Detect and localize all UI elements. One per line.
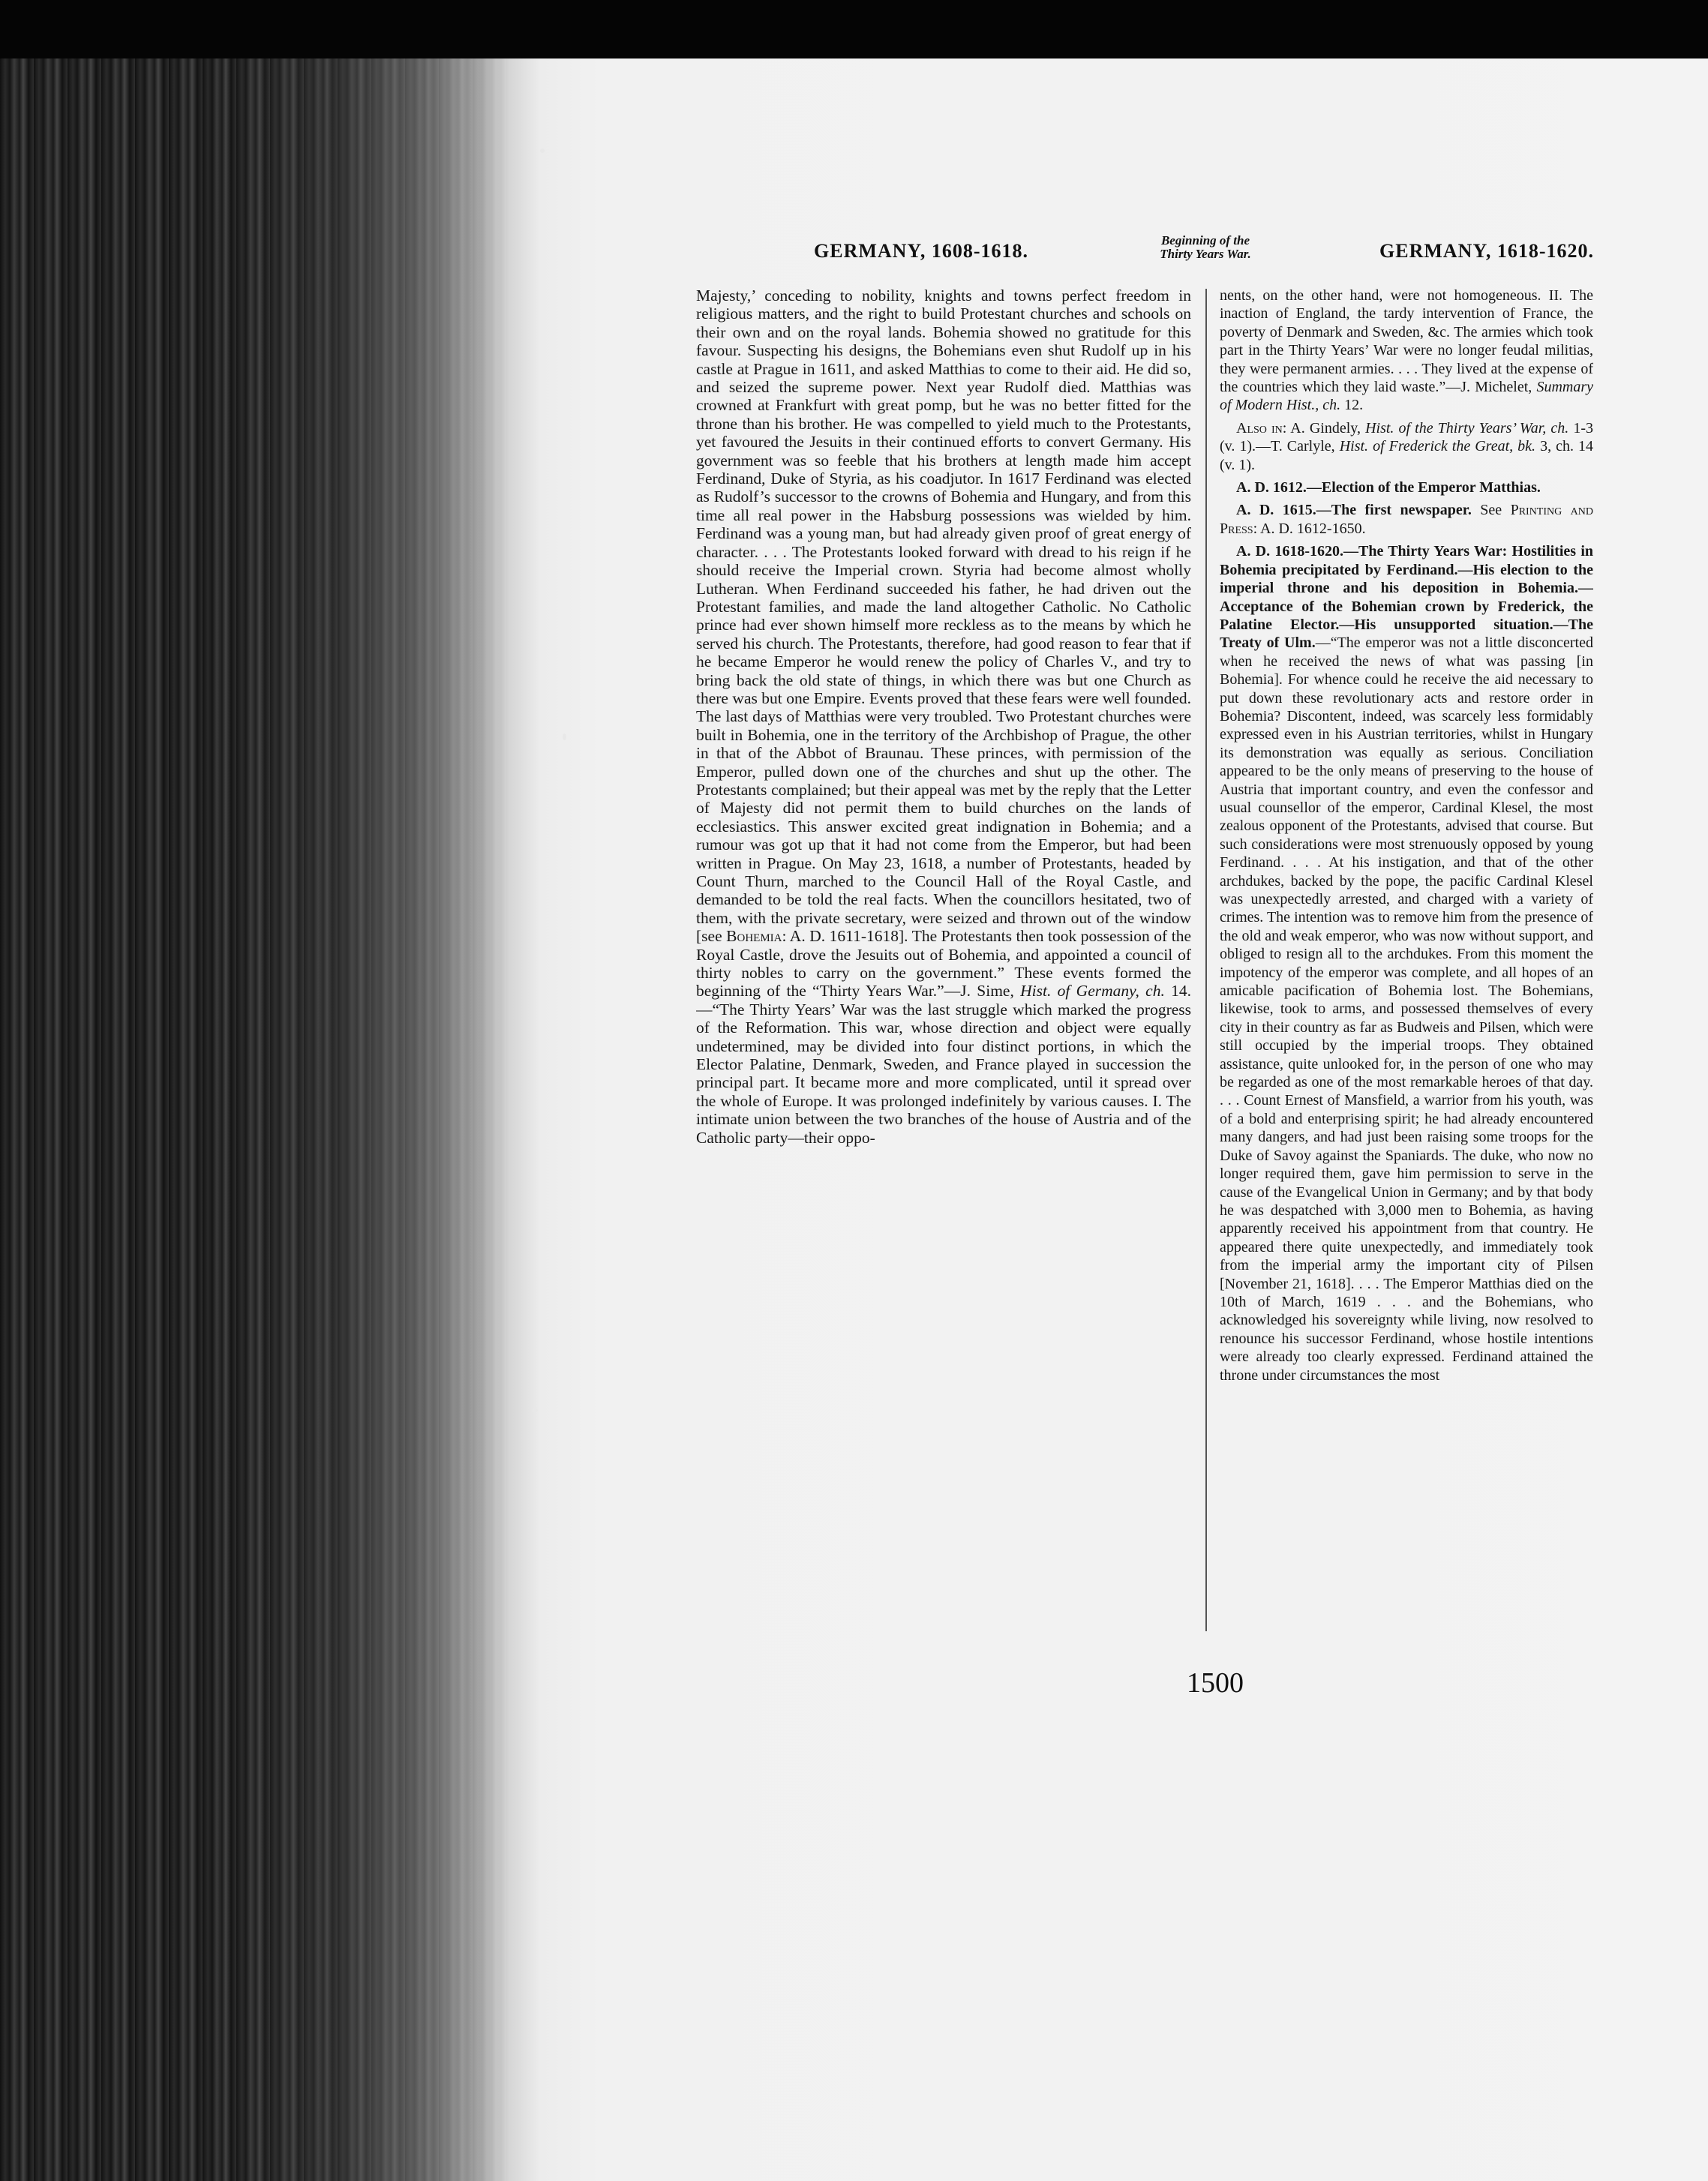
entry-1615-heading: A. D. 1615.—The first newspaper. [1236,502,1472,519]
entry-1615-cross-reference: Printing and Press [1220,502,1593,537]
left-column [696,286,1191,1636]
spine-shadow [225,58,510,2181]
column-divider [1205,289,1207,1631]
scan-top-border [0,0,1708,58]
also-in-label: Also in [1236,419,1283,436]
running-head [814,234,1594,268]
entry-1612: A. D. 1612.—Election of the Emperor Matthias. [1236,479,1541,496]
running-head-right: GERMANY, 1618-1620. [1379,240,1594,262]
entry-1615-tail: : A. D. 1612-1650. [1253,520,1366,537]
also-in-gindely-title: Hist. of the Thirty Years’ War, ch. [1365,419,1569,436]
citation-michelet-chapter: 12. [1344,397,1364,414]
also-in-references [1220,419,1593,474]
also-in-gindely: : A. Gindely, [1282,419,1361,436]
also-in-carlyle: 1-3 (v. 1).—T. Carlyle, [1220,419,1593,455]
running-head-center-line2: Thirty Years War. [1160,247,1251,261]
right-column-continuation [1220,286,1593,415]
running-head-left: GERMANY, 1608-1618. [814,240,1028,262]
paragraph-text-tail: : A. D. 1611-1618]. The Protestants then took possession of the Royal Castle, drove the Jesuits out of Bohemia, and appointed a council of thirty nobles to carry on the government.” These events formed the beginning of the “Thirty Years War.”—J. Sime, [696,927,1191,1000]
entry-1618-heading: A. D. 1618-1620.—The Thirty Years War: Hostilities in Bohemia precipitated by Ferdinand.—His election to the imperial throne and his deposition in Bohemia.—Acceptance of the Bohemian crown by Frederick, the Palatine Elector.—His unsupported situation.—The Treaty of Ulm. [1220,543,1593,652]
cross-reference-bohemia: Bohemia [726,927,782,946]
running-head-center [1123,234,1288,261]
continuation-text: nents, on the other hand, were not homogeneous. II. The inaction of England, the tardy intervention of France, the poverty of Denmark and Sweden, &c. The armies which took part in the Thirty Years’ War were no longer feudal militias, they were permanent armies. . . . They lived at the expense of the countries which they laid waste.”—J. Michelet, [1220,287,1593,396]
also-in-carlyle-title: Hist. of Frederick the Great, bk. [1339,438,1536,455]
entry-1615 [1220,501,1593,538]
running-head-center-line1: Beginning of the [1160,233,1250,248]
page-number: 1500 [1187,1667,1244,1699]
citation-sime: Hist. of Germany, ch. [1020,982,1165,1000]
also-in-carlyle-volume: 3, ch. 14 (v. 1). [1220,438,1593,473]
left-column-paragraph [696,286,1191,1147]
paragraph-text: Majesty,’ conceding to nobility, knights and towns perfect freedom in religious matters, and the right to build Protestant churches and schools on their own and on the royal lands. Bohemia showed no gratitude for this favour. Suspecting his designs, the Bohemians even shut Rudolf up in his castle at Prague in 1611, and asked Matthias to come to their aid. He did so, and seized the supreme power. Next year Rudolf died. Matthias was crowned at Frankfurt with great pomp, but he was no better fitted for the throne than his brother. He was compelled to yield much to the Protestants, yet favoured the Jesuits in their continued efforts to convert Germany. His government was so feeble that his brothers at length made him accept Ferdinand, Duke of Styria, as his coadjutor. In 1617 Ferdinand was elected as Rudolf’s successor to the crowns of Bohemia and Hungary, and from this time all real power in the Habsburg possessions was wielded by him. Ferdinand was a young man, but had already given proof of great energy of character. . . . The Protestants looked forward with dread to his reign if he should receive the Imperial crown. Styria had become almost wholly Lutheran. When Ferdinand succeeded his father, he had driven out the Protestant families, and made the land altogether Catholic. No Catholic prince had ever shown himself more reckless as to the means by which he served his church. The Protestants, therefore, had good reason to fear that if he became Emperor he would renew the policy of Charles V., and try to bring back the old state of things, in which there was but one Church as there was but one Empire. Events proved that these fears were well founded. The last days of Matthias were very troubled. Two Protestant churches were built in Bohemia, one in the territory of the Archbishop of Prague, the other in that of the Abbot of Braunau. These princes, with permission of the Emperor, pulled down one of the churches and shut up the other. The Protestants complained; but their appeal was met by the reply that the Letter of Majesty did not permit them to build churches on the lands of ecclesiastics. This answer excited great indignation in Bohemia; and a rumour was got up that it had not come from the Emperor, but had been written in Prague. On May 23, 1618, a number of Protestants, headed by Count Thurn, marched to the Council Hall of the Royal Castle, and demanded to be told the real facts. When the councillors hesitated, two of them, with the private secretary, were seized and thrown out of the window [see [696,286,1191,946]
right-column [1220,286,1593,1636]
entry-1618 [1220,542,1593,1384]
entry-1615-see: See [1480,502,1502,519]
citation-michelet: Summary of Modern Hist., ch. [1220,379,1593,414]
paragraph-text-end: 14.—“The Thirty Years’ War was the last struggle which marked the progress of the Reformation. This war, whose direction and object were equally undetermined, may be divided into four distinct portions, in which the Elector Palatine, Denmark, Sweden, and France played in succession the principal part. It became more and more complicated, until it spread over the whole of Europe. It was prolonged indefinitely by various causes. I. The intimate union between the two branches of the house of Austria and of the Catholic party—their oppo- [696,982,1191,1147]
entry-1618-body: —“The emperor was not a little disconcerted when he received the news of what was passing [in Bohemia]. For whence could he receive the aid necessary to put down these revolutionary acts and restore order in Bohemia? Discontent, indeed, was scarcely less formidably expressed even in his Austrian territories, whilst in Hungary its demonstration was equally as serious. Conciliation appeared to be the only means of preserving to the house of Austria that important country, and even the confessor and usual counsellor of the emperor, Cardinal Klesel, the most zealous opponent of the Protestants, advised that course. But such considerations were most strenuously opposed by young Ferdinand. . . . At his instigation, and that of the other archdukes, backed by the pope, the pacific Cardinal Klesel was unexpectedly arrested, and charged with a variety of crimes. The intention was to remove him from the presence of the old and weak emperor, who was now without support, and obliged to resign all to the archdukes. From this moment the impotency of the emperor was complete, and all hopes of an amicable pacification of Bohemia lost. The Bohemians, likewise, took to arms, and possessed themselves of every city in their country as far as Budweis and Pilsen, which were still occupied by the imperial troops. They obtained assistance, quite unlooked for, in the person of one who may be regarded as one of the most remarkable heroes of that day. . . . Count Ernest of Mansfield, a warrior from his youth, was of a bold and enterprising spirit; he had already encountered many dangers, and had just been raising some troops for the Duke of Savoy against the Spaniards. The duke, who now no longer required them, gave him permission to serve in the cause of the Evangelical Union in Germany; and by that body he was despatched with 3,000 men to Bohemia, as having apparently received his appointment from that country. He appeared there quite unexpectedly, and immediately took from the imperial army the important city of Pilsen [November 21, 1618]. . . . The Emperor Matthias died on the 10th of March, 1619 . . . and the Bohemians, who acknowledged his sovereignty while living, now resolved to renounce his successor Ferdinand, whose hostile intentions were already too clearly expressed. Ferdinand attained the throne under circumstances the most [1220,634,1593,1384]
